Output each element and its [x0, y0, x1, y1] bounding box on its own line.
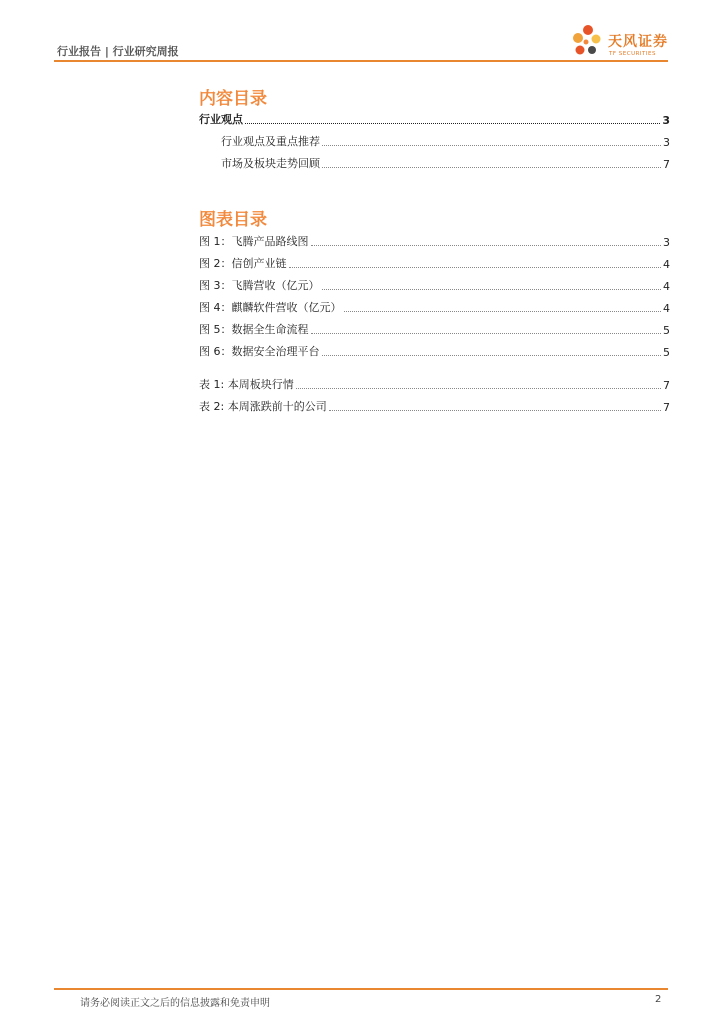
figure-entry[interactable]	[199, 233, 670, 249]
figure-entry[interactable]	[199, 255, 670, 271]
header-divider	[54, 60, 668, 62]
disclaimer-text: 请务必阅读正文之后的信息披露和免责申明	[80, 998, 270, 1009]
table-entry[interactable]	[199, 398, 670, 414]
leader-dots	[344, 311, 662, 312]
table-entry-label: 表 1: 本周板块行情	[199, 378, 294, 391]
leader-dots	[245, 123, 660, 124]
table-entry-page: 7	[663, 379, 670, 392]
toc-entry-page: 3	[662, 114, 670, 127]
report-category: 行业报告 | 行业研究周报	[57, 45, 179, 58]
figures-title: 图表目录	[199, 210, 267, 230]
toc-entry-label: 行业观点	[199, 113, 243, 126]
leader-dots	[311, 245, 662, 246]
toc-entry[interactable]	[199, 111, 670, 127]
figure-entry[interactable]	[199, 299, 670, 315]
figure-entry[interactable]	[199, 321, 670, 337]
leader-dots	[329, 410, 661, 411]
logo-subtitle: TF SECURITIES	[609, 51, 656, 57]
table-entry-label: 表 2: 本周涨跌前十的公司	[199, 400, 327, 413]
toc-entry-label: 市场及板块走势回顾	[221, 157, 320, 170]
leader-dots	[322, 289, 662, 290]
figure-entry-label: 图 4：麒麟软件营收（亿元）	[199, 301, 342, 314]
flower-logo-icon	[566, 22, 606, 62]
figure-entry-label: 图 5：数据全生命流程	[199, 323, 309, 336]
figure-entry[interactable]	[199, 277, 670, 293]
contents-title: 内容目录	[199, 89, 267, 109]
figure-entry-page: 4	[663, 302, 670, 315]
leader-dots	[311, 333, 662, 334]
toc-entry-page: 7	[663, 158, 670, 171]
figure-entry-page: 3	[663, 236, 670, 249]
logo-name: 天风证券	[608, 34, 668, 50]
leader-dots	[322, 145, 661, 146]
toc-entry-label: 行业观点及重点推荐	[221, 135, 320, 148]
table-entry-page: 7	[663, 401, 670, 414]
figure-entry-page: 4	[663, 280, 670, 293]
figure-entry-page: 4	[663, 258, 670, 271]
leader-dots	[289, 267, 662, 268]
page-number: 2	[655, 994, 662, 1005]
figure-entry-label: 图 2：信创产业链	[199, 257, 287, 270]
toc-entry[interactable]	[221, 155, 670, 171]
leader-dots	[322, 355, 662, 356]
toc-entry[interactable]	[221, 133, 670, 149]
table-entry[interactable]	[199, 376, 670, 392]
figure-entry-label: 图 3：飞腾营收（亿元）	[199, 279, 320, 292]
figure-entry-page: 5	[663, 346, 670, 359]
leader-dots	[322, 167, 661, 168]
figure-entry-label: 图 6：数据安全治理平台	[199, 345, 320, 358]
figure-entry[interactable]	[199, 343, 670, 359]
footer-divider	[54, 988, 668, 990]
toc-entry-page: 3	[663, 136, 670, 149]
tf-securities-logo	[566, 22, 676, 62]
figure-entry-page: 5	[663, 324, 670, 337]
leader-dots	[296, 388, 661, 389]
figure-entry-label: 图 1：飞腾产品路线图	[199, 235, 309, 248]
